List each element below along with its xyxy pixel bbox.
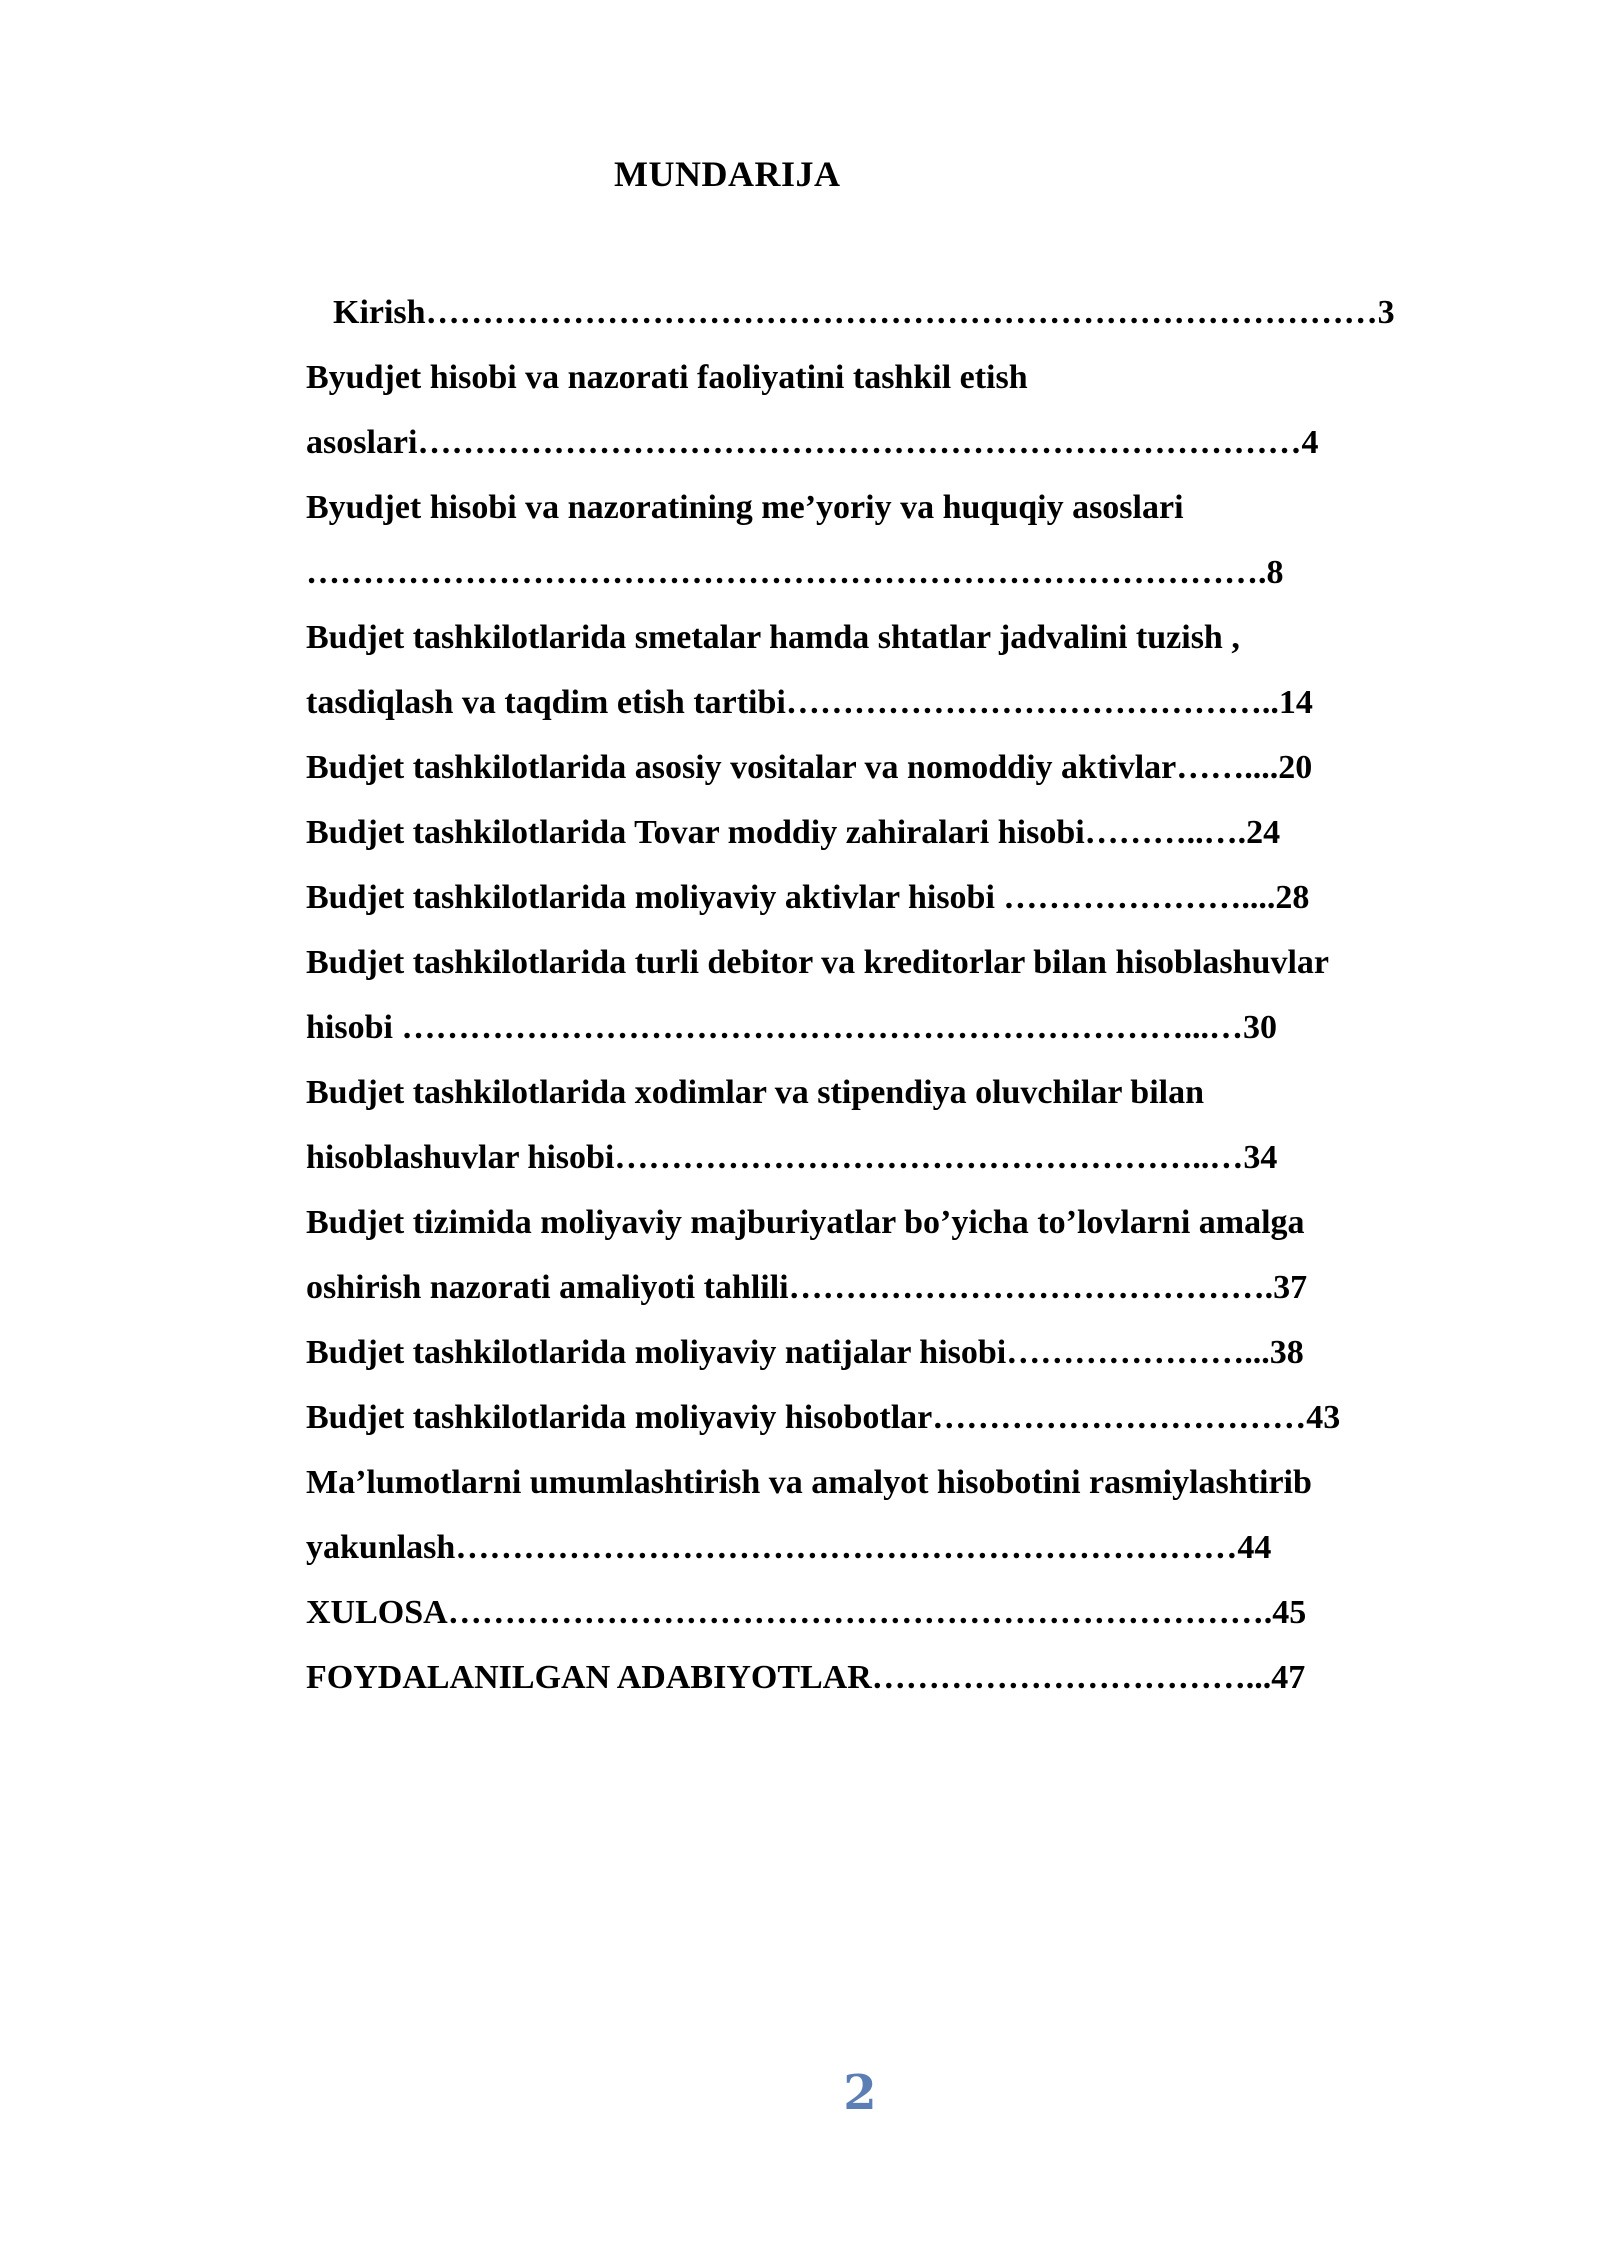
toc-entry-line: hisobi ……………………………………………………………...…30 — [306, 1009, 1277, 1046]
toc-entry-line: Byudjet hisobi va nazorati faoliyatini tashkil etish — [306, 359, 1028, 396]
toc-entry-line: hisoblashuvlar hisobi……………………………………………..…34 — [306, 1139, 1278, 1176]
toc-entry-line: Byudjet hisobi va nazoratining me’yoriy va huquqiy asoslari — [306, 489, 1184, 526]
toc-entry-line: Budjet tashkilotlarida moliyaviy hisobotlar……………………………43 — [306, 1399, 1341, 1436]
toc-entry-line: Budjet tashkilotlarida Tovar moddiy zahiralari hisobi………..….24 — [306, 814, 1281, 851]
toc-entry-line: Budjet tashkilotlarida turli debitor va kreditorlar bilan hisoblashuvlar — [306, 944, 1329, 981]
toc-entry-line: oshirish nazorati amaliyoti tahlili…………………………………….37 — [306, 1269, 1308, 1306]
toc-entry-line: Ma’lumotlarni umumlashtirish va amalyot hisobotini rasmiylashtirib — [306, 1464, 1312, 1501]
table-of-contents — [306, 280, 1486, 1710]
toc-entry-xulosa: XULOSA……………………………………………………………….45 — [306, 1594, 1307, 1631]
toc-entry-line: yakunlash……………………………………………………………44 — [306, 1529, 1272, 1566]
toc-entry-line: ………………………………………………………………………….8 — [306, 554, 1284, 591]
toc-entry-adabiyotlar: FOYDALANILGAN ADABIYOTLAR……………………………...47 — [306, 1659, 1306, 1696]
page-title: MUNDARIJA — [614, 154, 841, 194]
page-number: 2 — [843, 2065, 877, 2121]
toc-entry-line: Budjet tashkilotlarida asosiy vositalar va nomoddiy aktivlar……....20 — [306, 749, 1313, 786]
toc-entry-kirish: Kirish…………………………………………………………………………3 — [333, 294, 1395, 331]
toc-entry-line: asoslari……………………………………………………………………4 — [306, 424, 1319, 461]
toc-entry-line: Budjet tashkilotlarida xodimlar va stipendiya oluvchilar bilan — [306, 1074, 1205, 1111]
toc-entry-line: Budjet tashkilotlarida moliyaviy aktivlar hisobi …………………....28 — [306, 879, 1310, 916]
toc-entry-line: Budjet tizimida moliyaviy majburiyatlar bo’yicha to’lovlarni amalga — [306, 1204, 1305, 1241]
toc-entry-line: Budjet tashkilotlarida smetalar hamda shtatlar jadvalini tuzish , — [306, 619, 1240, 656]
toc-entry-line: Budjet tashkilotlarida moliyaviy natijalar hisobi…………………...38 — [306, 1334, 1304, 1371]
toc-entry-line: tasdiqlash va taqdim etish tartibi……………………………………..14 — [306, 684, 1313, 721]
